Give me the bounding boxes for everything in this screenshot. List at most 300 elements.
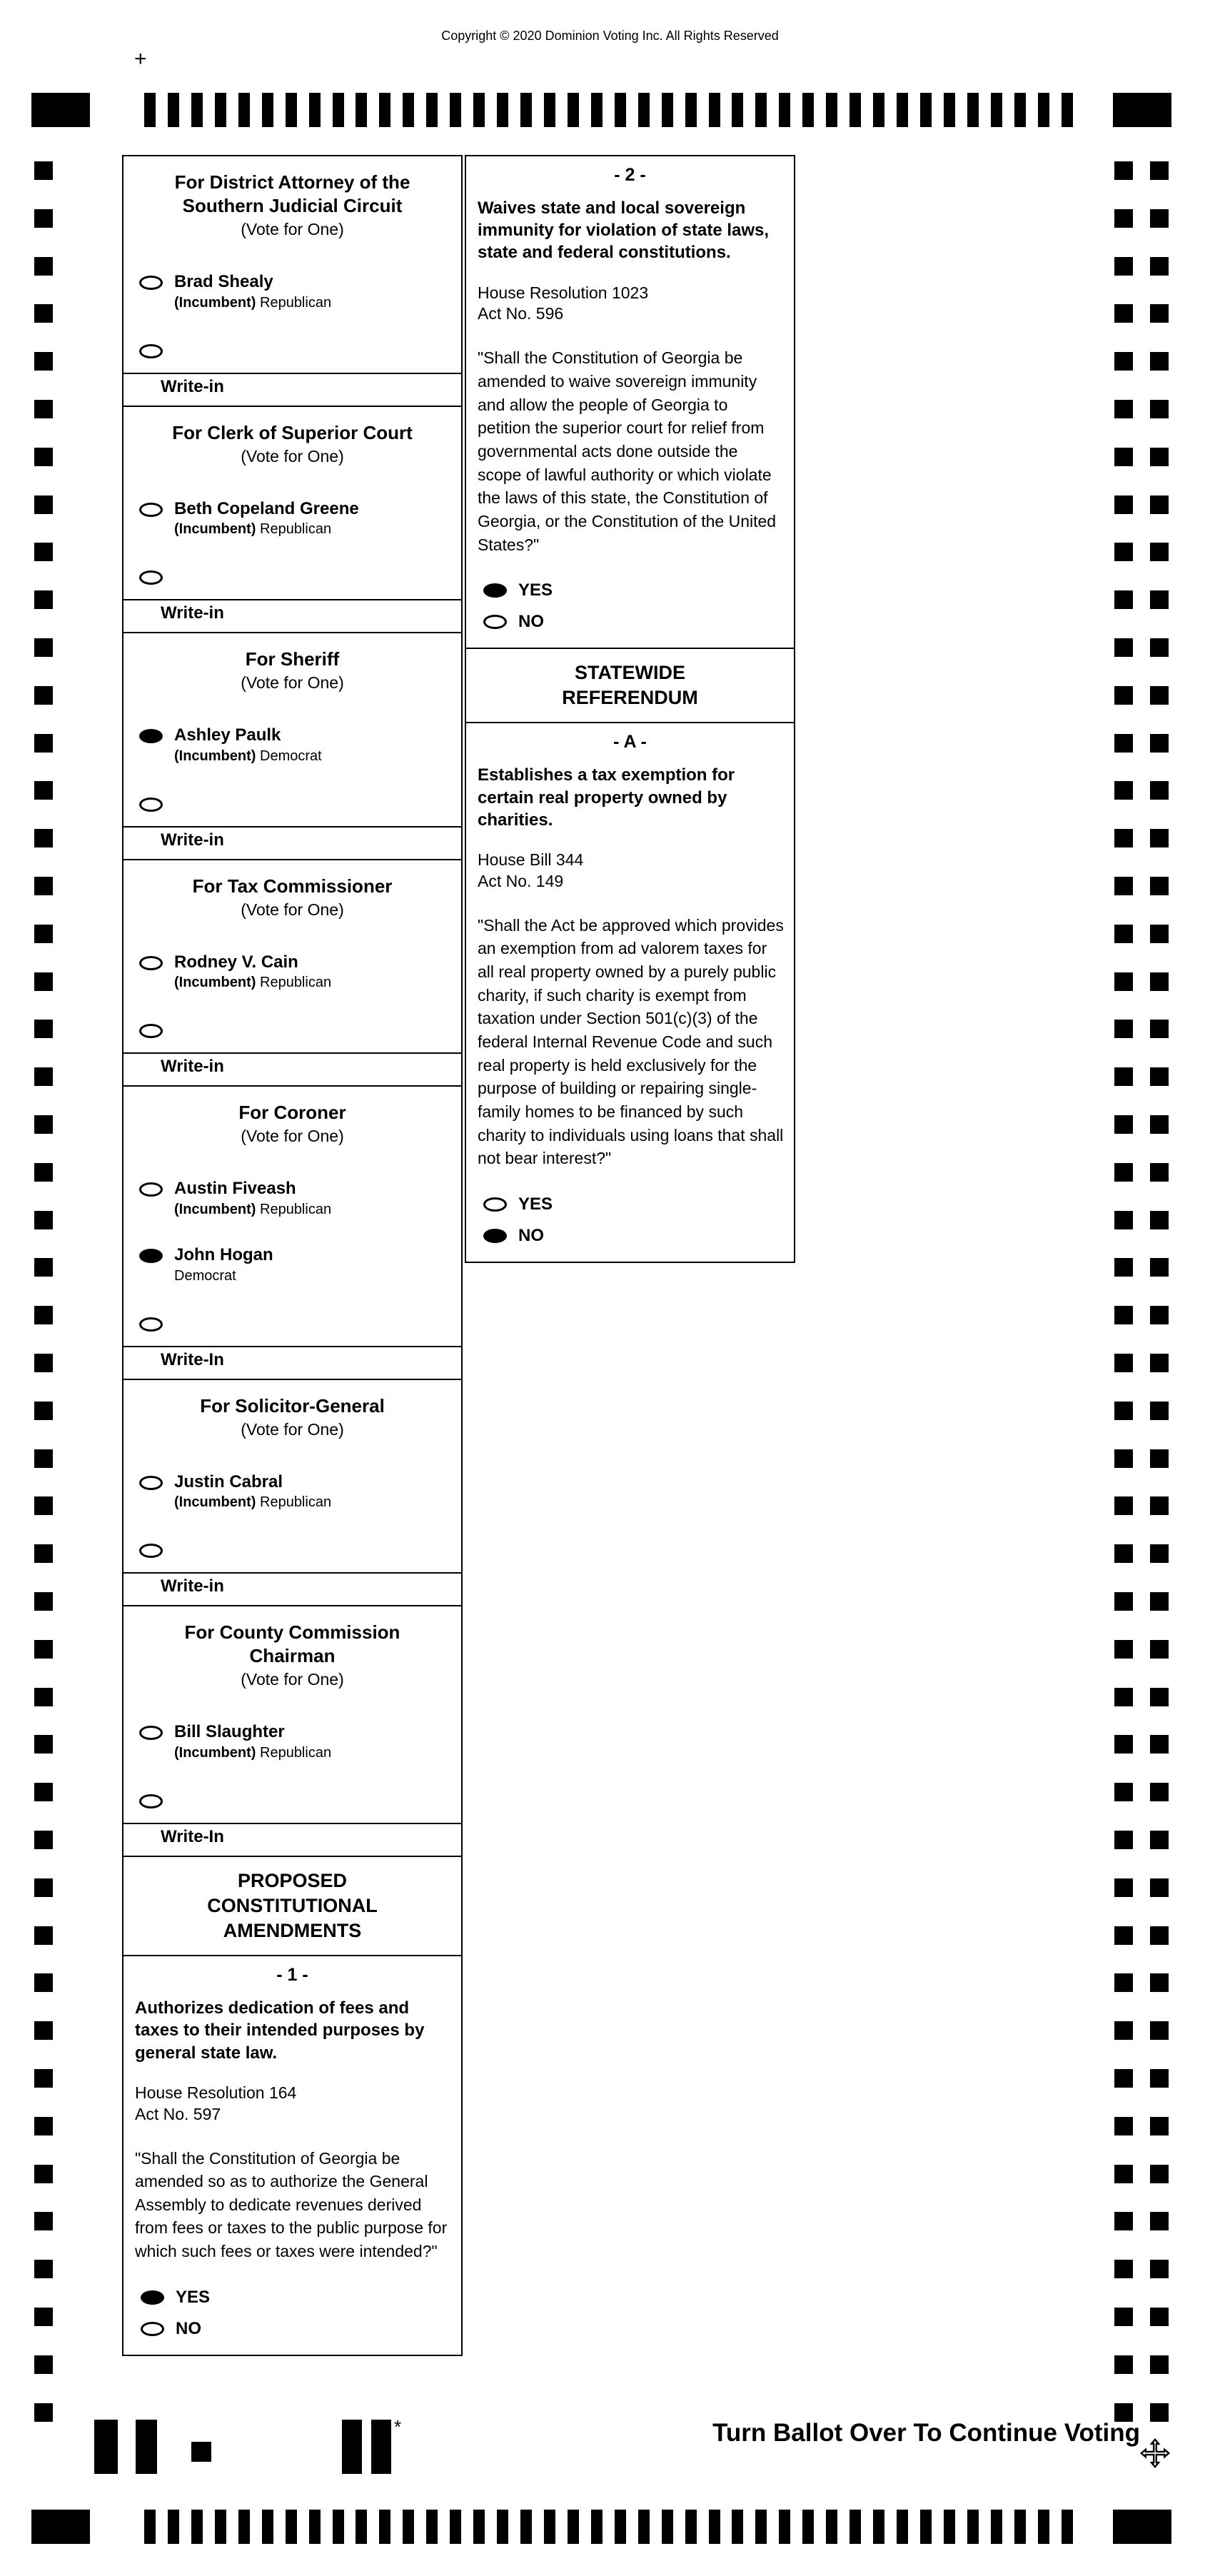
timing-tick xyxy=(991,93,1002,127)
vote-oval[interactable] xyxy=(483,615,507,629)
write-in-option[interactable] xyxy=(139,1317,451,1332)
candidate-text xyxy=(174,1179,331,1218)
timing-mark xyxy=(1150,2021,1169,2040)
timing-tick xyxy=(309,93,321,127)
timing-tick xyxy=(544,2510,555,2544)
write-in-area[interactable] xyxy=(123,1823,461,1856)
write-in-label: Write-In xyxy=(161,1826,224,1846)
timing-tick xyxy=(168,2510,179,2544)
write-in-option[interactable] xyxy=(139,1544,451,1558)
timing-mark xyxy=(1114,590,1133,609)
write-in-area[interactable] xyxy=(123,1346,461,1379)
timing-mark xyxy=(34,2021,53,2040)
timing-tick xyxy=(685,2510,697,2544)
measure-question: "Shall the Constitution of Georgia be amended so as to authorize the General Assembly to dedicate revenues derived from fees or taxes to the public purpose for which such fees or taxes were intended?" xyxy=(135,2148,448,2261)
candidate-text xyxy=(174,272,331,311)
candidate-option[interactable] xyxy=(139,1179,451,1218)
candidate-name: Bill Slaughter xyxy=(174,1722,285,1742)
vote-oval[interactable] xyxy=(139,1726,163,1740)
timing-mark xyxy=(1150,590,1169,609)
timing-mark xyxy=(1150,2260,1169,2278)
timing-mark xyxy=(1150,1020,1169,1038)
timing-mark xyxy=(1114,781,1133,800)
timing-tick xyxy=(379,2510,390,2544)
timing-tick xyxy=(920,2510,932,2544)
candidate-option[interactable] xyxy=(139,952,451,992)
timing-mark xyxy=(1150,161,1169,180)
ballot-id-mark xyxy=(371,2420,391,2474)
timing-tick xyxy=(497,93,508,127)
timing-mark xyxy=(1114,2260,1133,2278)
timing-mark xyxy=(1150,2117,1169,2135)
timing-marks-bottom-row xyxy=(31,2510,1171,2544)
registration-plus-mark: + xyxy=(134,47,147,71)
timing-mark xyxy=(34,1115,53,1134)
candidate-detail xyxy=(174,1268,273,1284)
choice-label: NO xyxy=(518,612,544,632)
write-in-label: Write-In xyxy=(161,1349,224,1369)
timing-mark xyxy=(1114,686,1133,705)
party-label: Republican xyxy=(260,975,332,991)
contest-header xyxy=(123,1380,461,1445)
timing-mark xyxy=(1150,1926,1169,1945)
write-in-label: Write-in xyxy=(161,603,224,623)
timing-mark xyxy=(1114,1020,1133,1038)
write-in-oval[interactable] xyxy=(139,1317,163,1332)
write-in-option[interactable] xyxy=(139,798,451,812)
timing-mark xyxy=(1114,1496,1133,1515)
timing-tick xyxy=(1014,93,1026,127)
vote-for-instruction: (Vote for One) xyxy=(241,1670,344,1689)
timing-tick xyxy=(473,93,485,127)
vote-for-instruction: (Vote for One) xyxy=(241,900,344,919)
timing-mark xyxy=(34,2117,53,2135)
timing-mark xyxy=(1150,1640,1169,1659)
measure-citation-line: House Resolution 1023 xyxy=(478,283,649,302)
choice-option-yes[interactable] xyxy=(483,580,794,600)
timing-mark xyxy=(1114,495,1133,514)
party-label: Republican xyxy=(260,1202,332,1218)
timing-mark xyxy=(34,686,53,705)
party-label: Republican xyxy=(260,521,332,538)
timing-mark xyxy=(34,1258,53,1277)
candidate-option[interactable] xyxy=(139,272,451,311)
timing-tick xyxy=(850,2510,861,2544)
timing-mark xyxy=(1114,1592,1133,1611)
timing-tick xyxy=(944,2510,955,2544)
vote-for-instruction: (Vote for One) xyxy=(241,1127,344,1146)
timing-tick xyxy=(850,93,861,127)
timing-mark xyxy=(1114,1783,1133,1801)
timing-mark xyxy=(34,829,53,847)
contest-header xyxy=(123,407,461,472)
timing-tick xyxy=(168,93,179,127)
timing-mark xyxy=(1150,209,1169,228)
timing-tick xyxy=(403,93,414,127)
ballot-column-right xyxy=(465,155,795,1263)
timing-tick xyxy=(1062,93,1073,127)
vote-oval[interactable] xyxy=(139,276,163,290)
timing-tick xyxy=(262,2510,273,2544)
incumbent-label: (Incumbent) xyxy=(174,521,256,538)
timing-tick xyxy=(755,2510,767,2544)
timing-tick xyxy=(238,2510,250,2544)
choice-option-no[interactable] xyxy=(141,2319,461,2339)
timing-mark xyxy=(34,1163,53,1182)
timing-mark xyxy=(34,2403,53,2422)
measure-question: "Shall the Constitution of Georgia be amended to waive sovereign immunity and allow the people of Georgia to petition the superior court for relief from governmental acts done outside the scope of lawful authority or which violate the laws of this state, the Constitution of Georgia, or the Constitution of the United States?" xyxy=(478,348,777,554)
timing-mark xyxy=(1114,1211,1133,1229)
timing-block-left xyxy=(31,2510,90,2544)
timing-mark xyxy=(34,734,53,753)
timing-mark xyxy=(1114,448,1133,466)
timing-mark xyxy=(34,1496,53,1515)
vote-for-instruction: (Vote for One) xyxy=(241,1419,344,1439)
write-in-option[interactable] xyxy=(139,1024,451,1038)
timing-tick xyxy=(568,93,579,127)
contest-title: For Clerk of Superior Court xyxy=(172,421,413,443)
write-in-oval[interactable] xyxy=(139,1794,163,1808)
candidate-name: Austin Fiveash xyxy=(174,1179,296,1199)
candidate-detail xyxy=(174,975,331,991)
timing-tick xyxy=(967,2510,979,2544)
timing-mark xyxy=(1150,686,1169,705)
vote-oval[interactable] xyxy=(139,956,163,970)
timing-tick xyxy=(802,93,814,127)
timing-mark xyxy=(1114,1163,1133,1182)
measure-question: "Shall the Act be approved which provides an exemption from ad valorem taxes for all real property owned by a purely public charity, if such charity is exempt from taxation under Section 501(c)(3) of the federal Internal Revenue Code and such real property is held exclusively for the purpose of building or repairing single-family homes to be financed by such charity to individuals using loans that shall not bear interest?" xyxy=(478,915,784,1168)
timing-mark xyxy=(34,2069,53,2088)
timing-mark xyxy=(1150,2212,1169,2230)
contest-county-commission-chairman xyxy=(122,1605,463,1857)
measure-number: - 1 - xyxy=(276,1965,308,1986)
timing-mark xyxy=(1150,1544,1169,1563)
vote-oval-filled[interactable] xyxy=(139,729,163,743)
timing-tick xyxy=(991,2510,1002,2544)
incumbent-label: (Incumbent) xyxy=(174,748,256,764)
turn-ballot-over-text: Turn Ballot Over To Continue Voting xyxy=(712,2419,1140,2447)
timing-mark xyxy=(1150,1354,1169,1372)
timing-tick xyxy=(732,2510,743,2544)
vote-oval[interactable] xyxy=(139,1476,163,1490)
candidate-text xyxy=(174,1245,273,1284)
timing-mark xyxy=(1114,352,1133,371)
measure-referendum-a xyxy=(465,722,795,1263)
vote-oval[interactable] xyxy=(141,2322,164,2336)
contest-clerk-of-superior-court xyxy=(122,406,463,634)
timing-mark xyxy=(1114,877,1133,895)
candidate-name: Rodney V. Cain xyxy=(174,952,298,972)
timing-tick xyxy=(144,2510,156,2544)
timing-mark xyxy=(34,257,53,276)
timing-tick xyxy=(709,2510,720,2544)
timing-mark xyxy=(1114,638,1133,657)
ballot-id-mark xyxy=(136,2420,157,2474)
timing-mark xyxy=(1150,1258,1169,1277)
party-label: Republican xyxy=(260,1744,332,1761)
candidate-text xyxy=(174,725,322,765)
candidate-detail xyxy=(174,521,359,538)
candidate-name: Justin Cabral xyxy=(174,1471,283,1491)
timing-mark xyxy=(1150,1067,1169,1086)
candidate-text xyxy=(174,499,359,538)
timing-tick xyxy=(615,93,626,127)
timing-mark xyxy=(1150,1306,1169,1324)
ballot-column-left xyxy=(122,155,463,2356)
timing-mark xyxy=(1114,1067,1133,1086)
section-header-line: STATEWIDE xyxy=(575,662,685,684)
timing-mark xyxy=(34,448,53,466)
timing-mark xyxy=(1150,1449,1169,1468)
candidate-option[interactable] xyxy=(139,1722,451,1761)
contest-solicitor-general xyxy=(122,1379,463,1607)
write-in-oval[interactable] xyxy=(139,1544,163,1558)
contest-coroner xyxy=(122,1085,463,1379)
timing-mark xyxy=(34,209,53,228)
vote-oval[interactable] xyxy=(483,1197,507,1212)
timing-mark xyxy=(34,2260,53,2278)
write-in-area[interactable] xyxy=(123,1052,461,1085)
choice-option-no[interactable] xyxy=(483,612,794,632)
timing-tick xyxy=(333,2510,344,2544)
write-in-area[interactable] xyxy=(123,599,461,632)
timing-mark xyxy=(34,1926,53,1945)
timing-tick xyxy=(685,93,697,127)
timing-tick xyxy=(826,2510,837,2544)
timing-mark xyxy=(1114,2021,1133,2040)
timing-tick xyxy=(379,93,390,127)
timing-mark xyxy=(34,304,53,323)
candidate-option[interactable] xyxy=(139,1472,451,1511)
timing-mark xyxy=(1114,257,1133,276)
write-in-oval[interactable] xyxy=(139,798,163,812)
timing-mark xyxy=(1114,1831,1133,1849)
timing-tick xyxy=(709,93,720,127)
timing-mark xyxy=(1114,1258,1133,1277)
timing-mark xyxy=(1150,1163,1169,1182)
party-label: Democrat xyxy=(174,1267,236,1284)
write-in-label: Write-in xyxy=(161,830,224,850)
write-in-option[interactable] xyxy=(139,1794,451,1808)
timing-tick xyxy=(967,93,979,127)
contest-title: For Tax Commissioner xyxy=(192,875,393,897)
contest-tax-commissioner xyxy=(122,859,463,1087)
timing-mark xyxy=(1150,495,1169,514)
choice-option-yes[interactable] xyxy=(141,2288,461,2308)
timing-mark xyxy=(1150,972,1169,991)
timing-block-right xyxy=(1113,2510,1171,2544)
timing-mark xyxy=(34,1783,53,1801)
timing-mark xyxy=(1114,1688,1133,1706)
timing-tick xyxy=(520,93,532,127)
timing-mark xyxy=(34,1354,53,1372)
timing-mark xyxy=(34,1878,53,1897)
timing-tick xyxy=(215,93,226,127)
timing-mark xyxy=(1114,829,1133,847)
timing-mark xyxy=(1114,1640,1133,1659)
contest-title: For Coroner xyxy=(238,1102,346,1124)
write-in-oval[interactable] xyxy=(139,1024,163,1038)
timing-tick xyxy=(191,2510,203,2544)
vote-oval[interactable] xyxy=(139,503,163,517)
timing-block-right xyxy=(1113,93,1171,127)
timing-mark xyxy=(34,972,53,991)
vote-for-instruction: (Vote for One) xyxy=(241,446,344,466)
timing-tick xyxy=(897,2510,908,2544)
timing-mark xyxy=(1150,781,1169,800)
vote-oval[interactable] xyxy=(139,1182,163,1197)
timing-mark xyxy=(1114,734,1133,753)
vote-oval-filled[interactable] xyxy=(483,583,507,598)
timing-tick xyxy=(309,2510,321,2544)
ballot-id-mark xyxy=(342,2420,362,2474)
timing-mark xyxy=(34,877,53,895)
timing-mark xyxy=(34,400,53,418)
timing-mark xyxy=(1150,1402,1169,1420)
candidate-name: Beth Copeland Greene xyxy=(174,498,359,518)
choice-label: YES xyxy=(518,1194,553,1214)
move-crosshair-icon xyxy=(1139,2437,1171,2469)
timing-tick xyxy=(473,2510,485,2544)
timing-tick xyxy=(779,93,790,127)
timing-tick xyxy=(403,2510,414,2544)
timing-tick xyxy=(615,2510,626,2544)
vote-oval-filled[interactable] xyxy=(139,1249,163,1263)
choice-option-no[interactable] xyxy=(483,1226,794,1246)
vote-for-instruction: (Vote for One) xyxy=(241,673,344,693)
timing-mark xyxy=(1150,1783,1169,1801)
timing-mark xyxy=(34,1306,53,1324)
timing-mark xyxy=(1150,352,1169,371)
party-label: Republican xyxy=(260,294,332,311)
timing-tick xyxy=(873,2510,884,2544)
write-in-area[interactable] xyxy=(123,373,461,406)
timing-mark xyxy=(34,161,53,180)
measure-citation-line: Act No. 596 xyxy=(478,304,564,323)
timing-tick xyxy=(286,93,297,127)
timing-mark xyxy=(1150,1496,1169,1515)
timing-tick xyxy=(450,2510,461,2544)
incumbent-label: (Incumbent) xyxy=(174,975,256,991)
section-header-line: PROPOSED xyxy=(237,1869,348,1891)
write-in-option[interactable] xyxy=(139,570,451,585)
timing-mark xyxy=(34,1402,53,1420)
candidate-detail xyxy=(174,1494,331,1511)
party-label: Republican xyxy=(260,1494,332,1511)
timing-mark xyxy=(1114,209,1133,228)
choice-option-yes[interactable] xyxy=(483,1194,794,1214)
timing-tick xyxy=(779,2510,790,2544)
write-in-area[interactable] xyxy=(123,826,461,859)
timing-tick xyxy=(802,2510,814,2544)
timing-mark xyxy=(1150,400,1169,418)
timing-mark xyxy=(1114,1449,1133,1468)
timing-mark xyxy=(1150,2069,1169,2088)
measure-amendment-1 xyxy=(122,1955,463,2356)
timing-tick xyxy=(333,93,344,127)
timing-tick xyxy=(286,2510,297,2544)
measure-amendment-2 xyxy=(465,155,795,649)
measure-number: - A - xyxy=(613,732,647,753)
timing-tick xyxy=(944,93,955,127)
timing-mark xyxy=(1150,1878,1169,1897)
measure-citation-line: Act No. 597 xyxy=(135,2104,221,2123)
timing-mark xyxy=(1114,2308,1133,2326)
timing-mark xyxy=(34,1449,53,1468)
measure-number: - 2 - xyxy=(614,165,646,185)
candidate-name: John Hogan xyxy=(174,1245,273,1265)
timing-tick xyxy=(356,93,367,127)
write-in-area[interactable] xyxy=(123,1572,461,1605)
section-header-statewide-referendum xyxy=(465,648,795,723)
timing-mark xyxy=(1114,972,1133,991)
timing-mark xyxy=(34,1735,53,1754)
choice-label: YES xyxy=(176,2287,211,2307)
contest-header xyxy=(123,860,461,925)
timing-mark xyxy=(1150,2355,1169,2374)
timing-mark xyxy=(1114,543,1133,561)
section-header-proposed-constitutional-amendments xyxy=(122,1856,463,1956)
write-in-oval[interactable] xyxy=(139,570,163,585)
timing-mark xyxy=(1114,1354,1133,1372)
section-header-line: AMENDMENTS xyxy=(223,1920,362,1942)
timing-mark xyxy=(34,781,53,800)
timing-mark xyxy=(1150,2308,1169,2326)
write-in-oval[interactable] xyxy=(139,344,163,358)
timing-mark xyxy=(1114,1878,1133,1897)
candidate-detail xyxy=(174,1202,331,1218)
timing-mark xyxy=(34,1211,53,1229)
vote-for-instruction: (Vote for One) xyxy=(241,220,344,239)
timing-mark xyxy=(34,925,53,943)
choice-label: YES xyxy=(518,580,553,600)
contest-header xyxy=(123,156,461,245)
contest-header xyxy=(123,1606,461,1695)
timing-tick xyxy=(426,2510,438,2544)
vote-oval-filled[interactable] xyxy=(141,2290,164,2305)
party-label: Democrat xyxy=(260,748,322,764)
contest-header xyxy=(123,633,461,698)
incumbent-label: (Incumbent) xyxy=(174,294,256,311)
timing-mark xyxy=(34,2355,53,2374)
write-in-option[interactable] xyxy=(139,344,451,358)
timing-mark xyxy=(34,1688,53,1706)
ballot-id-mark xyxy=(191,2442,211,2462)
timing-mark xyxy=(1150,1973,1169,1992)
candidate-option[interactable] xyxy=(139,499,451,538)
contest-title: For District Attorney of the xyxy=(174,171,410,193)
contest-title: For Solicitor-General xyxy=(200,1394,385,1417)
candidate-text xyxy=(174,952,331,992)
timing-mark xyxy=(34,2308,53,2326)
candidate-option[interactable] xyxy=(139,1245,451,1284)
timing-mark xyxy=(1150,925,1169,943)
timing-mark xyxy=(1150,1831,1169,1849)
timing-mark xyxy=(1114,1115,1133,1134)
write-in-label: Write-in xyxy=(161,1576,224,1596)
timing-tick xyxy=(238,93,250,127)
measure-summary: Establishes a tax exemption for certain real property owned by charities. xyxy=(478,765,735,830)
timing-marks-top-row xyxy=(31,93,1171,127)
timing-tick xyxy=(544,93,555,127)
timing-tick xyxy=(755,93,767,127)
timing-tick xyxy=(662,93,673,127)
candidate-option[interactable] xyxy=(139,725,451,765)
vote-oval-filled[interactable] xyxy=(483,1229,507,1243)
timing-mark xyxy=(1150,1735,1169,1754)
measure-citation xyxy=(466,831,794,892)
timing-tick xyxy=(1038,93,1049,127)
